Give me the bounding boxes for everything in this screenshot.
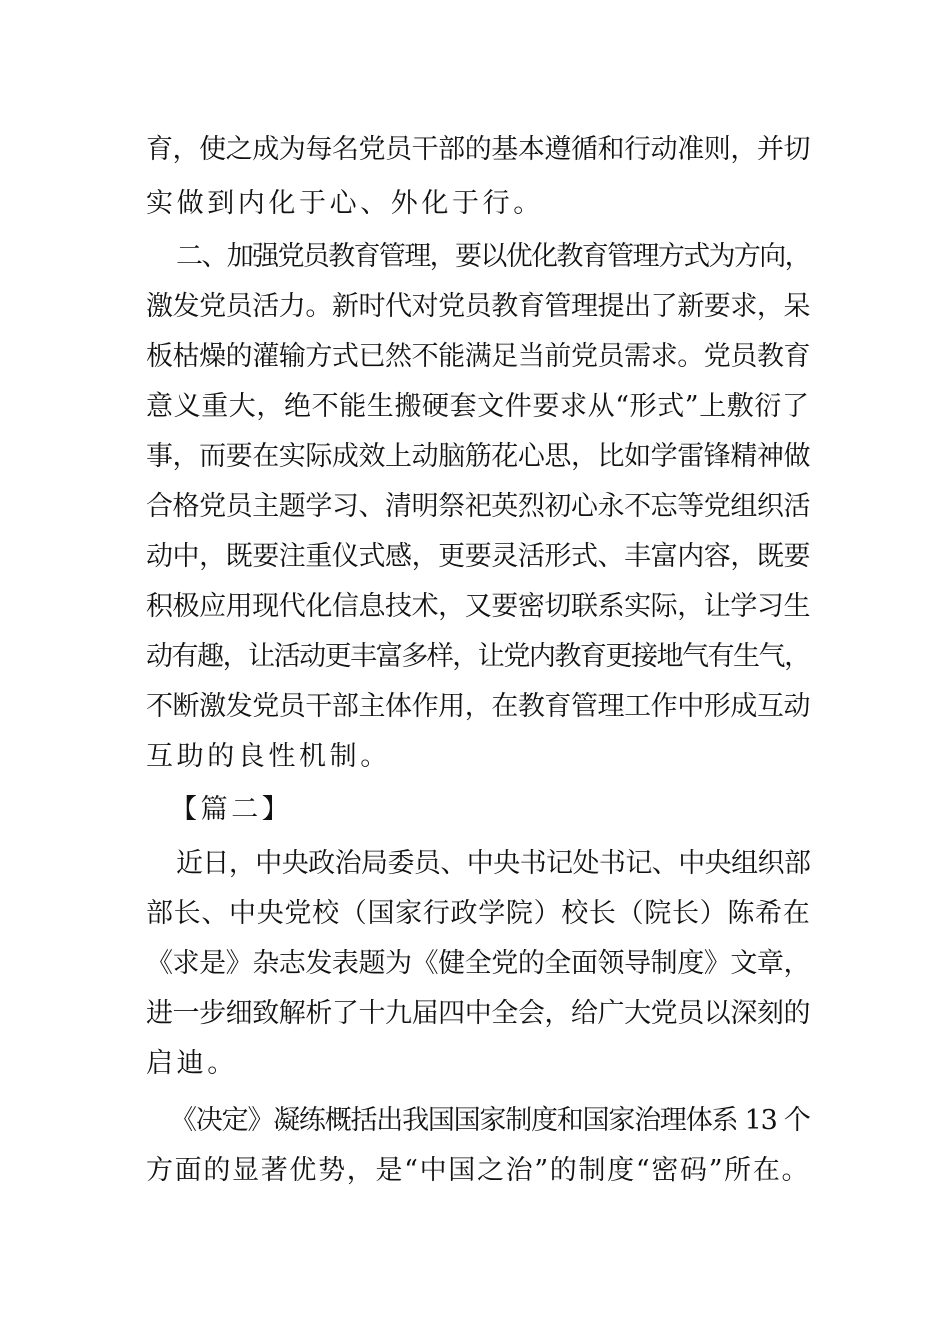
text-line: 近日，中央政治局委员、中央书记处书记、中央组织部 <box>176 848 811 879</box>
paragraph-heading: 二、加强党员教育管理，要以优化教育管理方式为方向， <box>176 241 810 272</box>
text-line: 板枯燥的灌输方式已然不能满足当前党员需求。党员教育 <box>146 341 810 372</box>
text-line: 积极应用现代化信息技术，又要密切联系实际，让学习生 <box>146 591 810 622</box>
text-line: 育，使之成为每名党员干部的基本遵循和行动准则，并切 <box>146 134 810 165</box>
text-line: 动中，既要注重仪式感，更要灵活形式、丰富内容，既要 <box>146 541 810 572</box>
text-line: 《求是》杂志发表题为《健全党的全面领导制度》文章， <box>146 948 810 979</box>
text-line: 事，而要在实际成效上动脑筋花心思，比如学雷锋精神做 <box>146 441 810 472</box>
text-line: 启迪。 <box>146 1048 238 1079</box>
text-line: 实做到内化于心、外化于行。 <box>146 188 544 219</box>
text-line: 部长、中央党校（国家行政学院）校长（院长）陈希在 <box>146 898 811 929</box>
text-line: 进一步细致解析了十九届四中全会，给广大党员以深刻的 <box>146 998 810 1029</box>
text-line: 方面的显著优势，是“中国之治”的制度“密码”所在。 <box>146 1155 811 1186</box>
text-line: 意义重大，绝不能生搬硬套文件要求从“形式”上敷衍了 <box>146 391 810 422</box>
text-line: 动有趣，让活动更丰富多样，让党内教育更接地气有生气， <box>146 641 810 672</box>
text-line: 《决定》凝练概括出我国国家制度和国家治理体系 13 个 <box>170 1105 810 1136</box>
section-title: 【篇二】 <box>170 794 293 825</box>
text-line: 互助的良性机制。 <box>146 741 391 772</box>
text-line: 合格党员主题学习、清明祭祀英烈初心永不忘等党组织活 <box>146 491 810 522</box>
text-line: 不断激发党员干部主体作用，在教育管理工作中形成互动 <box>146 691 810 722</box>
text-line: 激发党员活力。新时代对党员教育管理提出了新要求，呆 <box>146 291 810 322</box>
